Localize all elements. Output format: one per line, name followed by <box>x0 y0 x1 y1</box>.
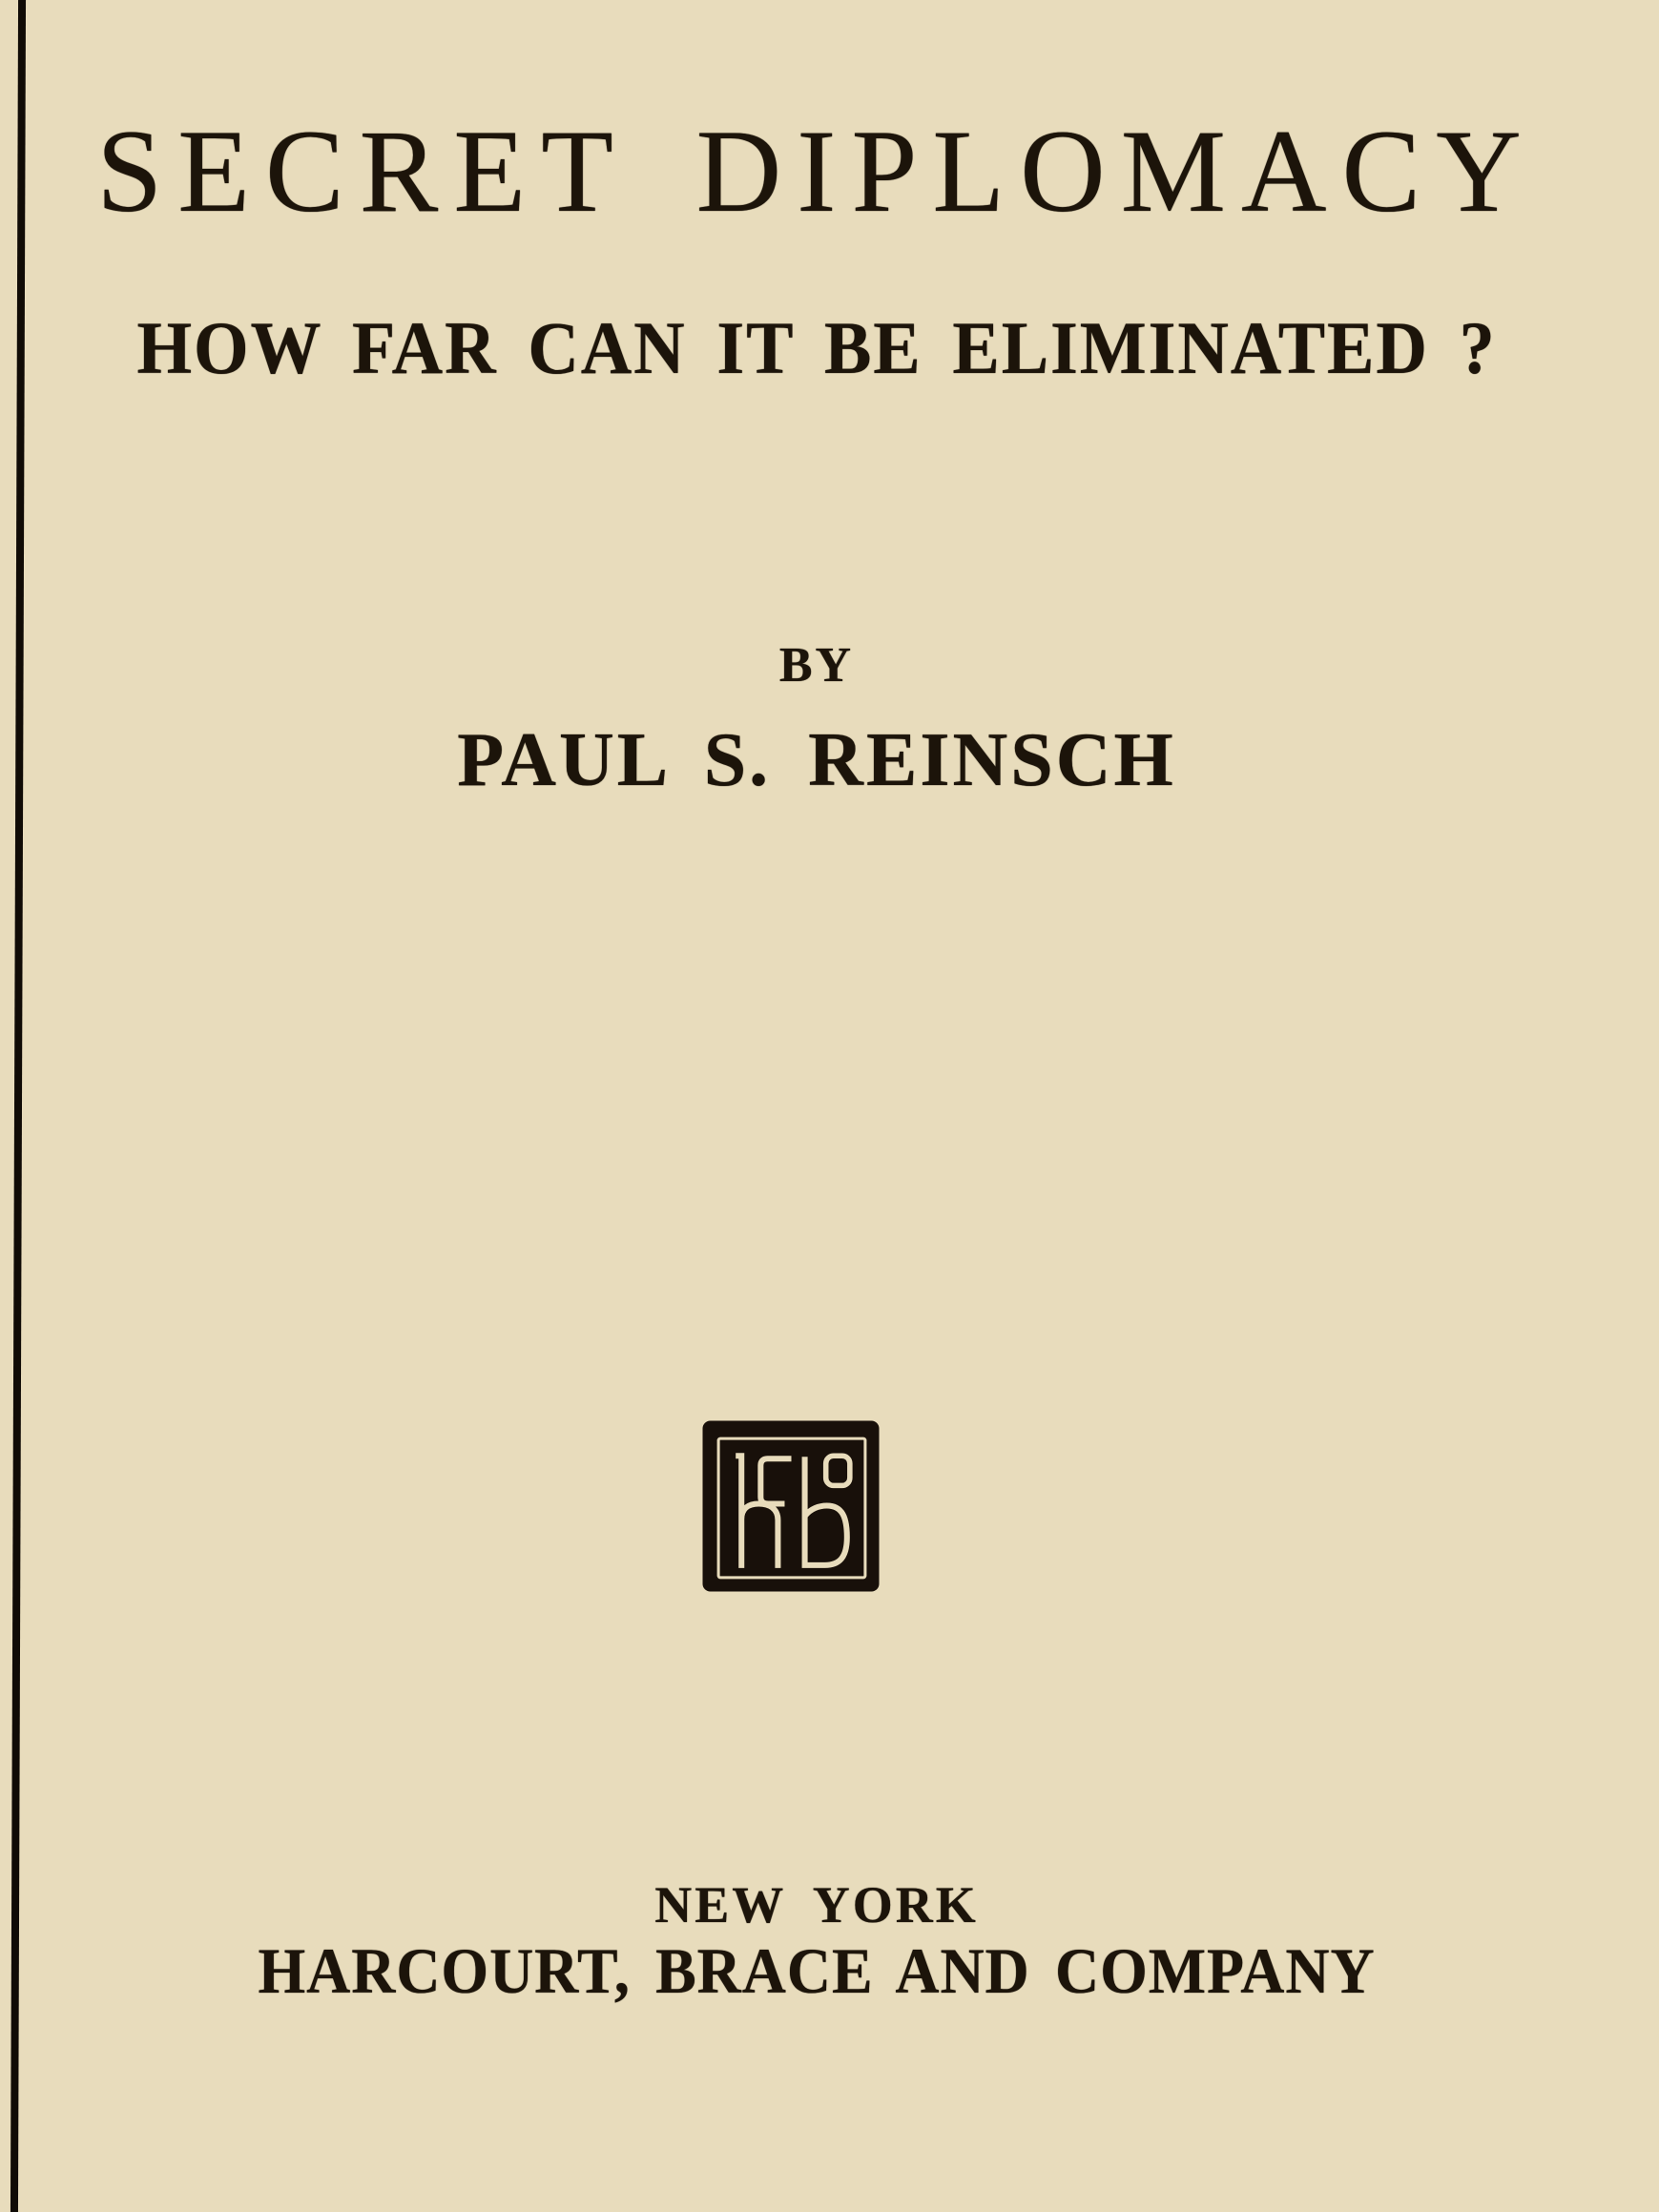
book-title: SECRET DIPLOMACY <box>96 106 1537 237</box>
publisher-logo-hcb-monogram-icon <box>702 1420 880 1592</box>
byline-label: BY <box>778 638 855 693</box>
imprint-publisher: HARCOURT, BRACE AND COMPANY <box>258 1934 1376 2007</box>
logo-outer-square <box>703 1421 880 1592</box>
imprint-city: NEW YORK <box>654 1876 979 1933</box>
book-subtitle: HOW FAR CAN IT BE ELIMINATED ? <box>136 306 1497 389</box>
author-name: PAUL S. REINSCH <box>457 718 1176 802</box>
